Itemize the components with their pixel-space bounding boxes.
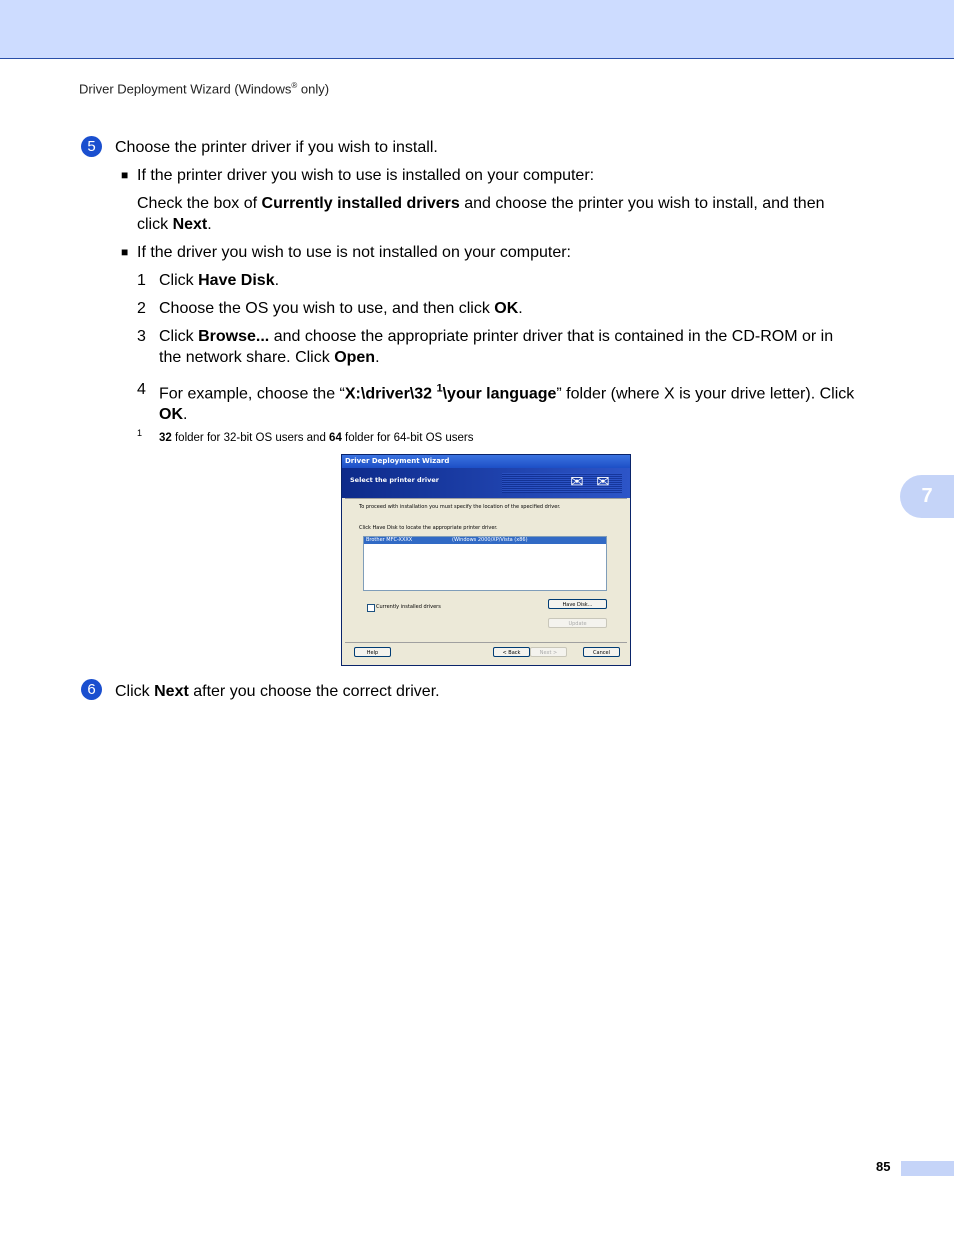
- wizard-dialog-screenshot: [341, 454, 631, 666]
- page-number-bar: [901, 1161, 954, 1176]
- bullet-icon: ■: [121, 168, 129, 182]
- divider: [345, 642, 627, 643]
- header-band: [0, 0, 954, 59]
- list-item-number: 2: [137, 300, 146, 317]
- running-head: Driver Deployment Wizard (Windows® only): [79, 81, 330, 97]
- footnote-mark: 1: [137, 428, 143, 438]
- list-item: Click Have Disk.: [159, 272, 280, 289]
- banner-title: Select the printer driver: [350, 476, 439, 484]
- driver-listbox[interactable]: [363, 536, 607, 591]
- cancel-button[interactable]: Cancel: [583, 647, 620, 657]
- bullet-icon: ■: [121, 245, 129, 259]
- list-item-number: 1: [137, 272, 146, 289]
- help-button[interactable]: Help: [354, 647, 391, 657]
- bullet-1-text: If the printer driver you wish to use is installed on your computer:: [137, 167, 595, 184]
- currently-installed-checkbox[interactable]: [367, 604, 375, 612]
- printer-icon: ✉: [596, 472, 610, 491]
- dialog-hint: Click Have Disk to locate the appropriate printer driver.: [359, 525, 498, 531]
- back-button[interactable]: < Back: [493, 647, 530, 657]
- page-number: 85: [876, 1159, 891, 1174]
- dialog-title: Driver Deployment Wizard: [342, 455, 630, 468]
- list-item-number: 4: [137, 381, 146, 398]
- list-item: For example, choose the “X:\driver\32 $^1$\your language” folder (where X is your drive letter). Click OK.: [159, 383, 855, 424]
- step-6-badge: 6: [81, 679, 102, 700]
- update-button[interactable]: Update: [548, 618, 607, 628]
- list-item: Click Browse... and choose the appropriate printer driver that is contained in the CD-ROM or in the network share. Click Open.: [159, 328, 834, 366]
- dialog-banner: [342, 468, 630, 498]
- driver-name: Brother MFC-XXXX: [366, 537, 413, 543]
- have-disk-button[interactable]: Have Disk...: [548, 599, 607, 609]
- list-item: Choose the OS you wish to use, and then click OK.: [159, 300, 523, 317]
- step-5-intro: Choose the printer driver if you wish to install.: [115, 139, 438, 156]
- divider: [345, 498, 627, 499]
- step-5-badge: 5: [81, 136, 102, 157]
- driver-os: (Windows 2000/XP/Vista (x86): [452, 537, 528, 543]
- check-instruction: Check the box of Currently installed drivers and choose the printer you wish to install, and then click Next.: [137, 195, 825, 233]
- next-button[interactable]: Next >: [530, 647, 567, 657]
- bullet-2-text: If the driver you wish to use is not installed on your computer:: [137, 244, 571, 261]
- printer-icon: ✉: [570, 472, 584, 491]
- chapter-tab: 7: [900, 475, 954, 518]
- dialog-instruction: To proceed with installation you must specify the location of the specified driver.: [359, 504, 561, 510]
- step-6-text: Click Next after you choose the correct driver.: [115, 683, 440, 700]
- list-item-number: 3: [137, 328, 146, 345]
- checkbox-label: Currently installed drivers: [376, 604, 441, 610]
- driver-list-item[interactable]: [364, 537, 606, 544]
- footnote-text: 32 folder for 32-bit OS users and 64 folder for 64-bit OS users: [159, 432, 474, 444]
